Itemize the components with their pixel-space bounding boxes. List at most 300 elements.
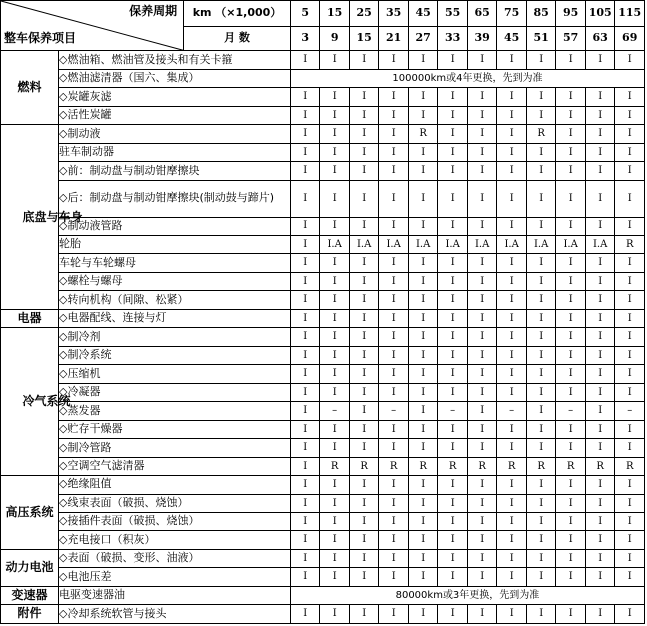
schedule-cell: I <box>615 568 645 586</box>
item-name: ◇线束表面（破损、烧蚀） <box>58 494 290 512</box>
schedule-cell: I <box>556 513 586 531</box>
schedule-cell: I <box>497 328 527 346</box>
corner-top-label: 保养周期 <box>129 4 178 18</box>
item-name: ◇燃油滤清器（国六、集成） <box>58 69 290 87</box>
table-row <box>1 69 645 87</box>
schedule-cell: I <box>585 143 615 161</box>
schedule-cell: I <box>556 106 586 124</box>
item-name: 车轮与车轮螺母 <box>58 254 290 272</box>
schedule-cell: I <box>408 162 438 180</box>
schedule-cell: I <box>556 309 586 327</box>
schedule-cell: I <box>349 365 379 383</box>
schedule-cell: R <box>467 457 497 475</box>
schedule-cell: I <box>379 106 409 124</box>
schedule-cell: I <box>585 162 615 180</box>
table-row <box>1 457 645 475</box>
schedule-cell: I <box>467 605 497 624</box>
schedule-cell: I <box>290 420 320 438</box>
schedule-cell: I <box>438 291 468 309</box>
group-label: 动力电池 <box>5 560 54 574</box>
schedule-cell: I <box>497 51 527 69</box>
table-row <box>1 162 645 180</box>
table-row <box>1 346 645 364</box>
schedule-cell: I <box>379 254 409 272</box>
schedule-cell: R <box>320 457 350 475</box>
item-name: ◇制冷系统 <box>58 346 290 364</box>
km-interval-cell: 45 <box>408 1 438 27</box>
schedule-cell: I <box>497 309 527 327</box>
schedule-cell: I <box>290 531 320 549</box>
schedule-cell: I <box>526 531 556 549</box>
schedule-cell: I <box>408 106 438 124</box>
table-row <box>1 439 645 457</box>
table-row <box>1 513 645 531</box>
schedule-cell: R <box>556 457 586 475</box>
schedule-cell: I <box>408 346 438 364</box>
month-interval-cell: 27 <box>408 26 438 51</box>
schedule-cell: I <box>526 568 556 586</box>
item-name: ◇前：制动盘与制动钳摩擦块 <box>58 162 290 180</box>
table-row <box>1 531 645 549</box>
schedule-cell: I <box>408 272 438 290</box>
schedule-cell: I <box>497 162 527 180</box>
schedule-cell: I <box>615 420 645 438</box>
schedule-cell: I <box>615 494 645 512</box>
item-name: ◇后：制动盘与制动钳摩擦块(制动鼓与蹄片) <box>58 180 290 217</box>
schedule-cell: I <box>290 291 320 309</box>
schedule-cell: I <box>556 180 586 217</box>
schedule-cell: I <box>408 217 438 235</box>
schedule-cell: I <box>467 365 497 383</box>
schedule-cell: I <box>349 291 379 309</box>
schedule-cell: I.A <box>497 235 527 253</box>
schedule-cell: I.A <box>556 235 586 253</box>
schedule-cell: R <box>526 125 556 143</box>
schedule-cell: I <box>526 309 556 327</box>
schedule-cell: I <box>408 383 438 401</box>
item-name: ◇充电接口（积灰） <box>58 531 290 549</box>
schedule-cell: I <box>585 346 615 364</box>
schedule-cell: I <box>320 513 350 531</box>
schedule-cell: I <box>585 254 615 272</box>
schedule-cell: I <box>290 162 320 180</box>
schedule-cell: I <box>438 143 468 161</box>
schedule-cell: I <box>497 568 527 586</box>
group-label: 电器 <box>17 310 42 325</box>
group-label: 底盘与车身 <box>22 209 83 224</box>
schedule-cell: I <box>467 254 497 272</box>
schedule-cell: I <box>349 254 379 272</box>
schedule-cell: I <box>497 88 527 106</box>
schedule-cell: I <box>556 272 586 290</box>
schedule-cell: I <box>349 88 379 106</box>
item-name: ◇压缩机 <box>58 365 290 383</box>
schedule-cell: I <box>290 309 320 327</box>
schedule-cell: I <box>467 549 497 567</box>
schedule-cell: I <box>556 51 586 69</box>
schedule-cell: I <box>438 476 468 494</box>
schedule-cell: I <box>526 272 556 290</box>
schedule-cell: I <box>526 162 556 180</box>
schedule-cell: I <box>438 88 468 106</box>
schedule-cell: I <box>615 125 645 143</box>
schedule-cell: I <box>320 217 350 235</box>
schedule-cell: I <box>290 457 320 475</box>
schedule-cell: I <box>349 217 379 235</box>
schedule-cell: I <box>349 494 379 512</box>
item-name: 电驱变速器油 <box>58 586 290 604</box>
schedule-cell: I <box>467 568 497 586</box>
schedule-cell: I <box>497 513 527 531</box>
schedule-cell: I <box>290 476 320 494</box>
table-row <box>1 402 645 420</box>
schedule-cell: I <box>615 328 645 346</box>
schedule-cell: R <box>526 457 556 475</box>
schedule-cell: I <box>615 88 645 106</box>
schedule-cell: I <box>556 254 586 272</box>
schedule-cell: I <box>615 365 645 383</box>
schedule-cell: I <box>290 605 320 624</box>
schedule-cell: I <box>408 254 438 272</box>
schedule-cell: I <box>379 291 409 309</box>
schedule-cell: I <box>615 531 645 549</box>
schedule-cell: I <box>290 217 320 235</box>
schedule-cell: I.A <box>526 235 556 253</box>
schedule-cell: I <box>585 439 615 457</box>
schedule-cell: I <box>379 217 409 235</box>
item-name: ◇炭罐灰滤 <box>58 88 290 106</box>
schedule-cell: I <box>497 420 527 438</box>
schedule-cell: I <box>556 531 586 549</box>
schedule-cell: I <box>320 568 350 586</box>
schedule-cell: I <box>497 180 527 217</box>
item-name: ◇绝缘阻值 <box>58 476 290 494</box>
month-interval-cell: 39 <box>467 26 497 51</box>
schedule-cell: I <box>497 531 527 549</box>
item-name: ◇冷却系统软管与接头 <box>58 605 290 624</box>
item-name: ◇贮存干燥器 <box>58 420 290 438</box>
schedule-cell: I <box>556 162 586 180</box>
schedule-cell: I <box>438 125 468 143</box>
schedule-cell: I <box>408 88 438 106</box>
schedule-cell: I <box>320 51 350 69</box>
schedule-cell: I <box>379 125 409 143</box>
schedule-cell: I <box>320 549 350 567</box>
schedule-cell: I <box>379 549 409 567</box>
schedule-cell: I <box>290 51 320 69</box>
schedule-cell: I <box>497 365 527 383</box>
schedule-cell: I <box>379 328 409 346</box>
schedule-cell: I <box>585 328 615 346</box>
schedule-cell: I <box>467 420 497 438</box>
schedule-cell: I <box>585 217 615 235</box>
schedule-cell: I <box>585 420 615 438</box>
schedule-cell: I <box>320 328 350 346</box>
schedule-cell: I <box>290 439 320 457</box>
schedule-cell: I <box>467 217 497 235</box>
schedule-cell: I <box>497 217 527 235</box>
replacement-note: 100000km或4年更换，先到为准 <box>290 69 644 87</box>
schedule-cell: I <box>585 88 615 106</box>
schedule-cell: I.A <box>467 235 497 253</box>
schedule-cell: I <box>497 291 527 309</box>
table-row <box>1 309 645 327</box>
group-label-cell <box>1 605 59 624</box>
schedule-cell: I <box>556 420 586 438</box>
schedule-cell: I <box>556 365 586 383</box>
schedule-cell: I <box>290 106 320 124</box>
table-row <box>1 217 645 235</box>
schedule-cell: I <box>467 513 497 531</box>
group-label: 冷气系统 <box>22 394 71 409</box>
item-name: ◇制冷管路 <box>58 439 290 457</box>
schedule-cell: I <box>467 309 497 327</box>
schedule-cell: I <box>615 291 645 309</box>
schedule-cell: I <box>379 605 409 624</box>
group-label: 附件 <box>17 606 42 621</box>
schedule-cell: I <box>320 439 350 457</box>
schedule-cell: I <box>438 365 468 383</box>
schedule-cell: I <box>556 88 586 106</box>
schedule-cell: I <box>615 162 645 180</box>
schedule-cell: I <box>379 365 409 383</box>
schedule-cell: I.A <box>438 235 468 253</box>
table-row <box>1 549 645 567</box>
schedule-cell: I <box>497 143 527 161</box>
schedule-cell: I <box>585 494 615 512</box>
km-interval-cell: 25 <box>349 1 379 27</box>
table-row <box>1 291 645 309</box>
schedule-cell: I <box>497 106 527 124</box>
schedule-cell: I <box>467 272 497 290</box>
table-row <box>1 383 645 401</box>
schedule-cell: I <box>556 291 586 309</box>
schedule-cell: I <box>526 402 556 420</box>
schedule-cell: I <box>438 513 468 531</box>
table-row <box>1 420 645 438</box>
schedule-cell: I <box>497 346 527 364</box>
schedule-cell: I <box>408 51 438 69</box>
schedule-cell: I <box>379 531 409 549</box>
schedule-cell: I <box>526 291 556 309</box>
schedule-cell: I <box>290 568 320 586</box>
schedule-cell: I <box>290 235 320 253</box>
schedule-cell: I <box>438 309 468 327</box>
schedule-cell: I <box>379 88 409 106</box>
item-name: ◇制动液管路 <box>58 217 290 235</box>
schedule-cell: I <box>349 309 379 327</box>
schedule-cell: – <box>615 402 645 420</box>
table-row <box>1 365 645 383</box>
schedule-cell: R <box>408 125 438 143</box>
month-interval-cell: 69 <box>615 26 645 51</box>
schedule-cell: I <box>556 346 586 364</box>
schedule-cell: I <box>497 549 527 567</box>
schedule-cell: I <box>408 531 438 549</box>
schedule-cell: I <box>320 309 350 327</box>
schedule-cell: I <box>408 365 438 383</box>
schedule-cell: I <box>585 180 615 217</box>
schedule-cell: I <box>497 476 527 494</box>
schedule-cell: I <box>467 328 497 346</box>
schedule-cell: R <box>349 457 379 475</box>
schedule-cell: I <box>438 180 468 217</box>
schedule-cell: I.A <box>349 235 379 253</box>
schedule-cell: I <box>349 402 379 420</box>
schedule-cell: I <box>467 402 497 420</box>
group-label-cell <box>1 476 59 550</box>
schedule-cell: I <box>320 494 350 512</box>
schedule-cell: I <box>290 143 320 161</box>
schedule-cell: I <box>526 217 556 235</box>
schedule-cell: I <box>349 51 379 69</box>
schedule-cell: I <box>438 494 468 512</box>
item-name: 驻车制动器 <box>58 143 290 161</box>
schedule-cell: I <box>438 568 468 586</box>
table-row <box>1 51 645 69</box>
schedule-cell: I <box>467 291 497 309</box>
schedule-cell: I <box>585 106 615 124</box>
schedule-cell: I <box>526 143 556 161</box>
schedule-cell: I <box>438 531 468 549</box>
schedule-cell: I <box>320 605 350 624</box>
schedule-cell: I <box>438 328 468 346</box>
schedule-cell: I <box>379 568 409 586</box>
schedule-cell: R <box>408 457 438 475</box>
month-interval-cell: 3 <box>290 26 320 51</box>
schedule-cell: – <box>497 402 527 420</box>
schedule-cell: I <box>467 106 497 124</box>
schedule-cell: I <box>556 494 586 512</box>
schedule-cell: – <box>438 402 468 420</box>
table-row <box>1 328 645 346</box>
schedule-cell: I <box>379 383 409 401</box>
schedule-cell: I <box>290 383 320 401</box>
schedule-cell: I <box>497 439 527 457</box>
schedule-cell: I <box>556 476 586 494</box>
month-interval-cell: 21 <box>379 26 409 51</box>
corner-bottom-label: 整车保养项目 <box>4 31 77 46</box>
schedule-cell: I <box>290 365 320 383</box>
item-name: ◇电器配线、连接与灯 <box>58 309 290 327</box>
schedule-cell: I <box>408 513 438 531</box>
item-name: ◇转向机构（间隙、松紧） <box>58 291 290 309</box>
schedule-cell: I <box>467 88 497 106</box>
schedule-cell: I <box>526 513 556 531</box>
schedule-cell: I <box>438 383 468 401</box>
schedule-cell: I <box>615 476 645 494</box>
schedule-cell: I <box>320 125 350 143</box>
item-name: 轮胎 <box>58 235 290 253</box>
schedule-cell: I <box>438 549 468 567</box>
schedule-cell: I <box>556 383 586 401</box>
schedule-cell: I <box>408 180 438 217</box>
schedule-cell: I <box>408 291 438 309</box>
schedule-cell: I <box>349 272 379 290</box>
km-interval-cell: 85 <box>526 1 556 27</box>
schedule-cell: I <box>497 494 527 512</box>
km-interval-cell: 35 <box>379 1 409 27</box>
schedule-cell: I <box>585 476 615 494</box>
schedule-cell: I <box>349 605 379 624</box>
month-interval-cell: 33 <box>438 26 468 51</box>
schedule-cell: I <box>408 439 438 457</box>
schedule-cell: I <box>408 568 438 586</box>
schedule-cell: I <box>467 531 497 549</box>
km-interval-cell: 65 <box>467 1 497 27</box>
schedule-cell: – <box>379 402 409 420</box>
schedule-cell: I <box>615 439 645 457</box>
schedule-cell: I <box>467 143 497 161</box>
month-interval-cell: 63 <box>585 26 615 51</box>
schedule-cell: I <box>467 476 497 494</box>
schedule-cell: I <box>290 180 320 217</box>
group-label-cell <box>1 309 59 327</box>
month-interval-cell: 15 <box>349 26 379 51</box>
group-label: 变速器 <box>11 587 48 602</box>
schedule-cell: I <box>290 402 320 420</box>
schedule-cell: I <box>556 549 586 567</box>
schedule-cell: I <box>349 383 379 401</box>
schedule-cell: I <box>349 162 379 180</box>
schedule-cell: I <box>290 272 320 290</box>
schedule-cell: I <box>556 217 586 235</box>
item-name: ◇接插件表面（破损、烧蚀） <box>58 513 290 531</box>
schedule-cell: I <box>349 346 379 364</box>
item-name: ◇制动液 <box>58 125 290 143</box>
table-row <box>1 605 645 624</box>
schedule-cell: I <box>438 346 468 364</box>
group-label-cell <box>1 328 71 476</box>
schedule-cell: I <box>349 513 379 531</box>
schedule-cell: I <box>320 162 350 180</box>
schedule-cell: I <box>467 346 497 364</box>
schedule-cell: I <box>379 162 409 180</box>
table-row <box>1 272 645 290</box>
item-name: ◇制冷剂 <box>58 328 290 346</box>
schedule-cell: I <box>497 125 527 143</box>
group-label-cell <box>1 586 59 604</box>
table-row <box>1 586 645 604</box>
km-label: km （×1,000） <box>184 1 291 27</box>
schedule-cell: I <box>349 180 379 217</box>
schedule-cell: R <box>379 457 409 475</box>
schedule-cell: I <box>526 328 556 346</box>
item-name: ◇螺栓与螺母 <box>58 272 290 290</box>
schedule-cell: – <box>320 402 350 420</box>
schedule-cell: I <box>408 476 438 494</box>
table-row <box>1 568 645 586</box>
item-name: ◇活性炭罐 <box>58 106 290 124</box>
schedule-cell: I <box>320 106 350 124</box>
schedule-cell: I <box>320 291 350 309</box>
schedule-cell: I <box>615 309 645 327</box>
table-row <box>1 494 645 512</box>
schedule-cell: I <box>379 309 409 327</box>
schedule-cell: I <box>526 439 556 457</box>
schedule-cell: I <box>290 513 320 531</box>
schedule-cell: I <box>408 420 438 438</box>
schedule-cell: I <box>379 494 409 512</box>
month-interval-cell: 9 <box>320 26 350 51</box>
schedule-cell: I <box>349 549 379 567</box>
item-name: ◇蒸发器 <box>58 402 290 420</box>
schedule-cell: I <box>408 402 438 420</box>
schedule-cell: I <box>497 605 527 624</box>
schedule-cell: I <box>585 568 615 586</box>
schedule-cell: I <box>290 125 320 143</box>
schedule-cell: I <box>497 272 527 290</box>
